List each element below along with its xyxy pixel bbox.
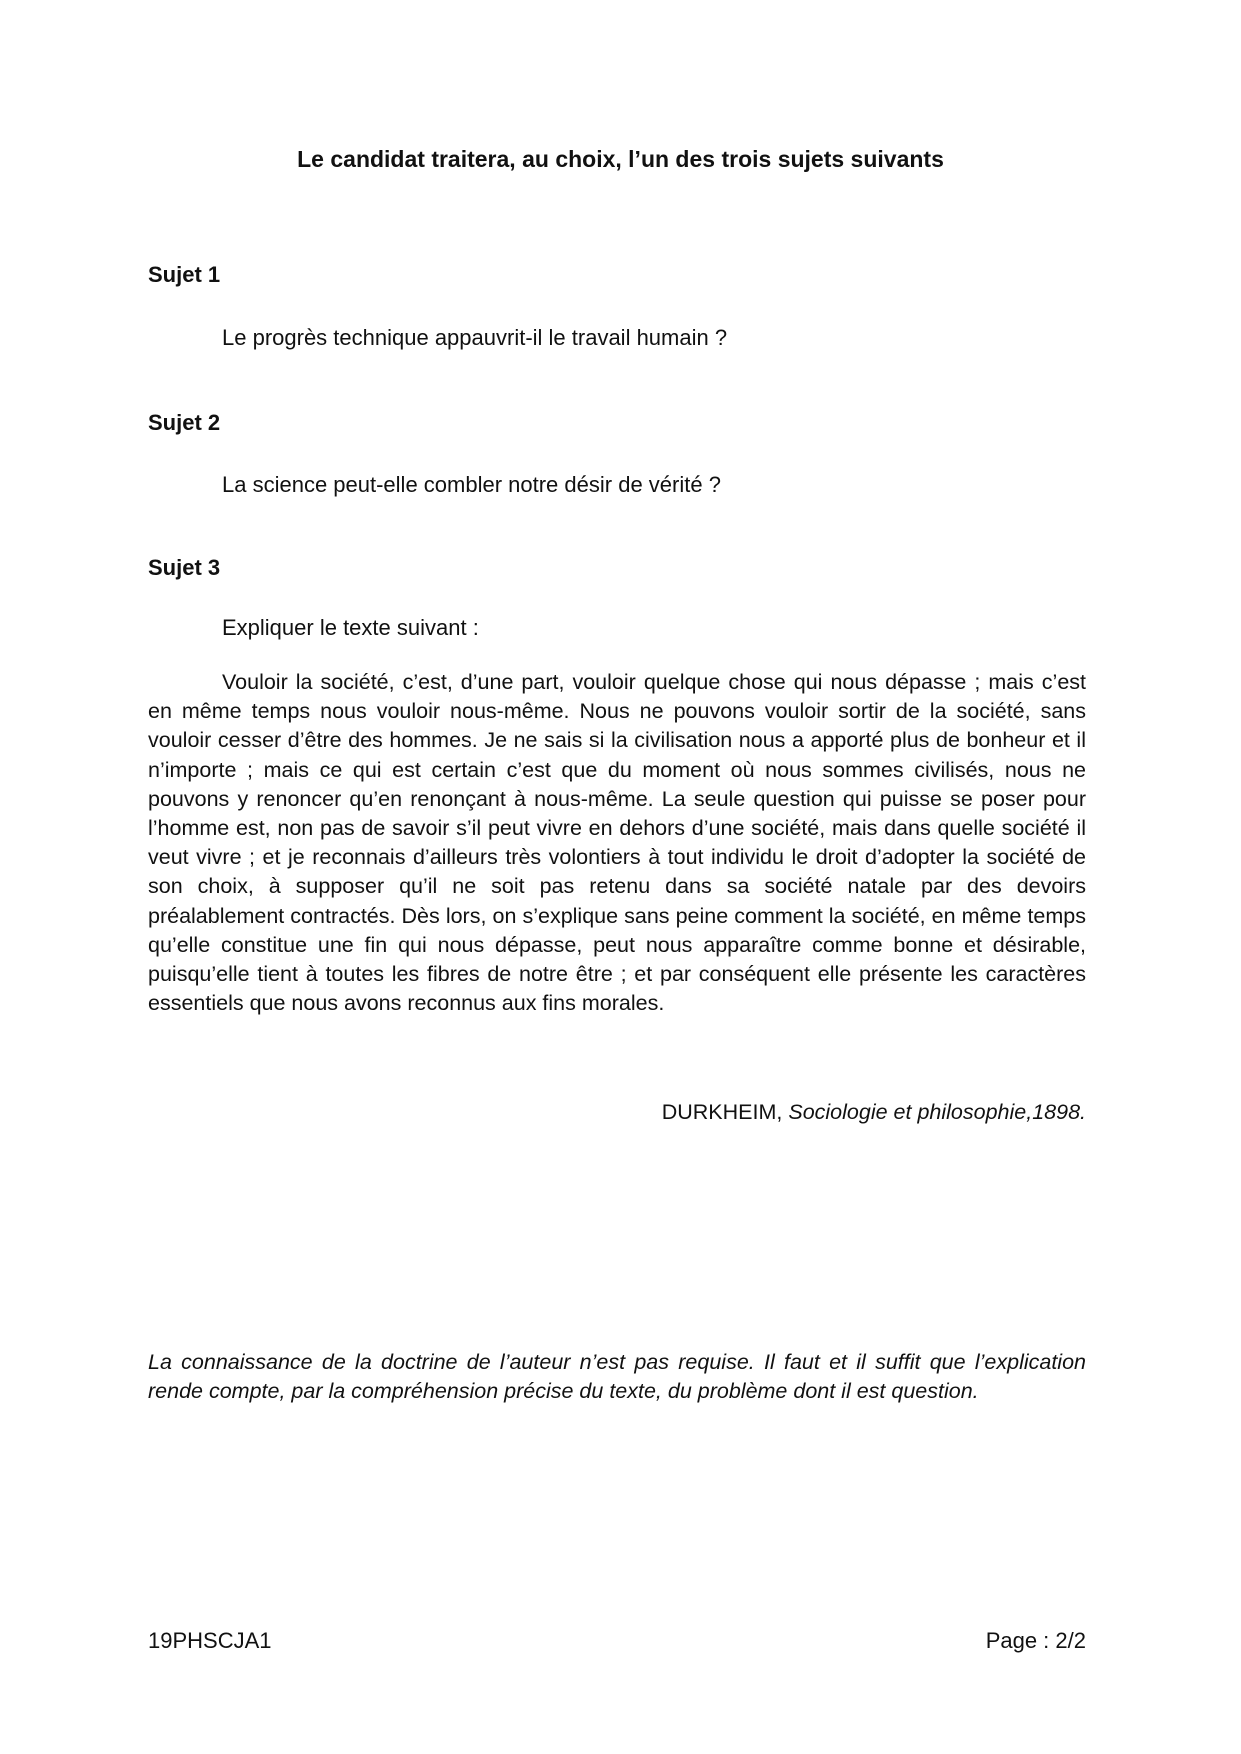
subject-2-question: La science peut-elle combler notre désir de vérité ? xyxy=(222,472,721,497)
page-number: Page : 2/2 xyxy=(985,1628,1086,1653)
subject-3-heading: Sujet 3 xyxy=(148,555,221,580)
subject-2-heading: Sujet 2 xyxy=(148,410,221,435)
exam-code: 19PHSCJA1 xyxy=(148,1628,272,1653)
subject-1-question: Le progrès technique appauvrit-il le travail humain ? xyxy=(222,325,728,350)
instruction-note: La connaissance de la doctrine de l’auteur n’est pas requise. Il faut et il suffit que l’explication rende compte, par la compréhension précise du texte, du problème dont il est question. xyxy=(148,1350,1086,1404)
citation xyxy=(662,1100,1086,1125)
text-passage: Vouloir la société, c’est, d’une part, vouloir quelque chose qui nous dépasse ; mais c’est en même temps nous vouloir nous-même. Nous ne pouvons vouloir sortir de la société, sans vouloir cesser d’être des hommes. Je ne sais si la civilisation nous a apporté plus de bonheur et il n’importe ; mais ce qui est certain c’est que du moment où nous sommes civilisés, nous ne pouvons y renoncer qu’en renonçant à nous-même. La seule question qui puisse se poser pour l’homme est, non pas de savoir s’il peut vivre en dehors d’une société, mais dans quelle société il veut vivre ; et je reconnais d’ailleurs très volontiers à tout individu le droit d’adopter la société de son choix, à supposer qu’il ne soit pas retenu dans sa société natale par des devoirs préalablement contractés. Dès lors, on s’explique sans peine comment la société, en même temps qu’elle constitue une fin qui nous dépasse, peut nous apparaître comme bonne et désirable, puisqu’elle tient à toutes les fibres de notre être ; et par conséquent elle présente les caractères essentiels que nous avons reconnus aux fins morales. xyxy=(148,670,1086,1016)
subject-3-instruction: Expliquer le texte suivant : xyxy=(222,615,479,640)
citation-work: Sociologie et philosophie,1898. xyxy=(788,1100,1086,1124)
page-title: Le candidat traitera, au choix, l’un des trois sujets suivants xyxy=(297,146,944,172)
citation-author: DURKHEIM, xyxy=(661,1100,783,1124)
subject-1-heading: Sujet 1 xyxy=(148,262,221,287)
